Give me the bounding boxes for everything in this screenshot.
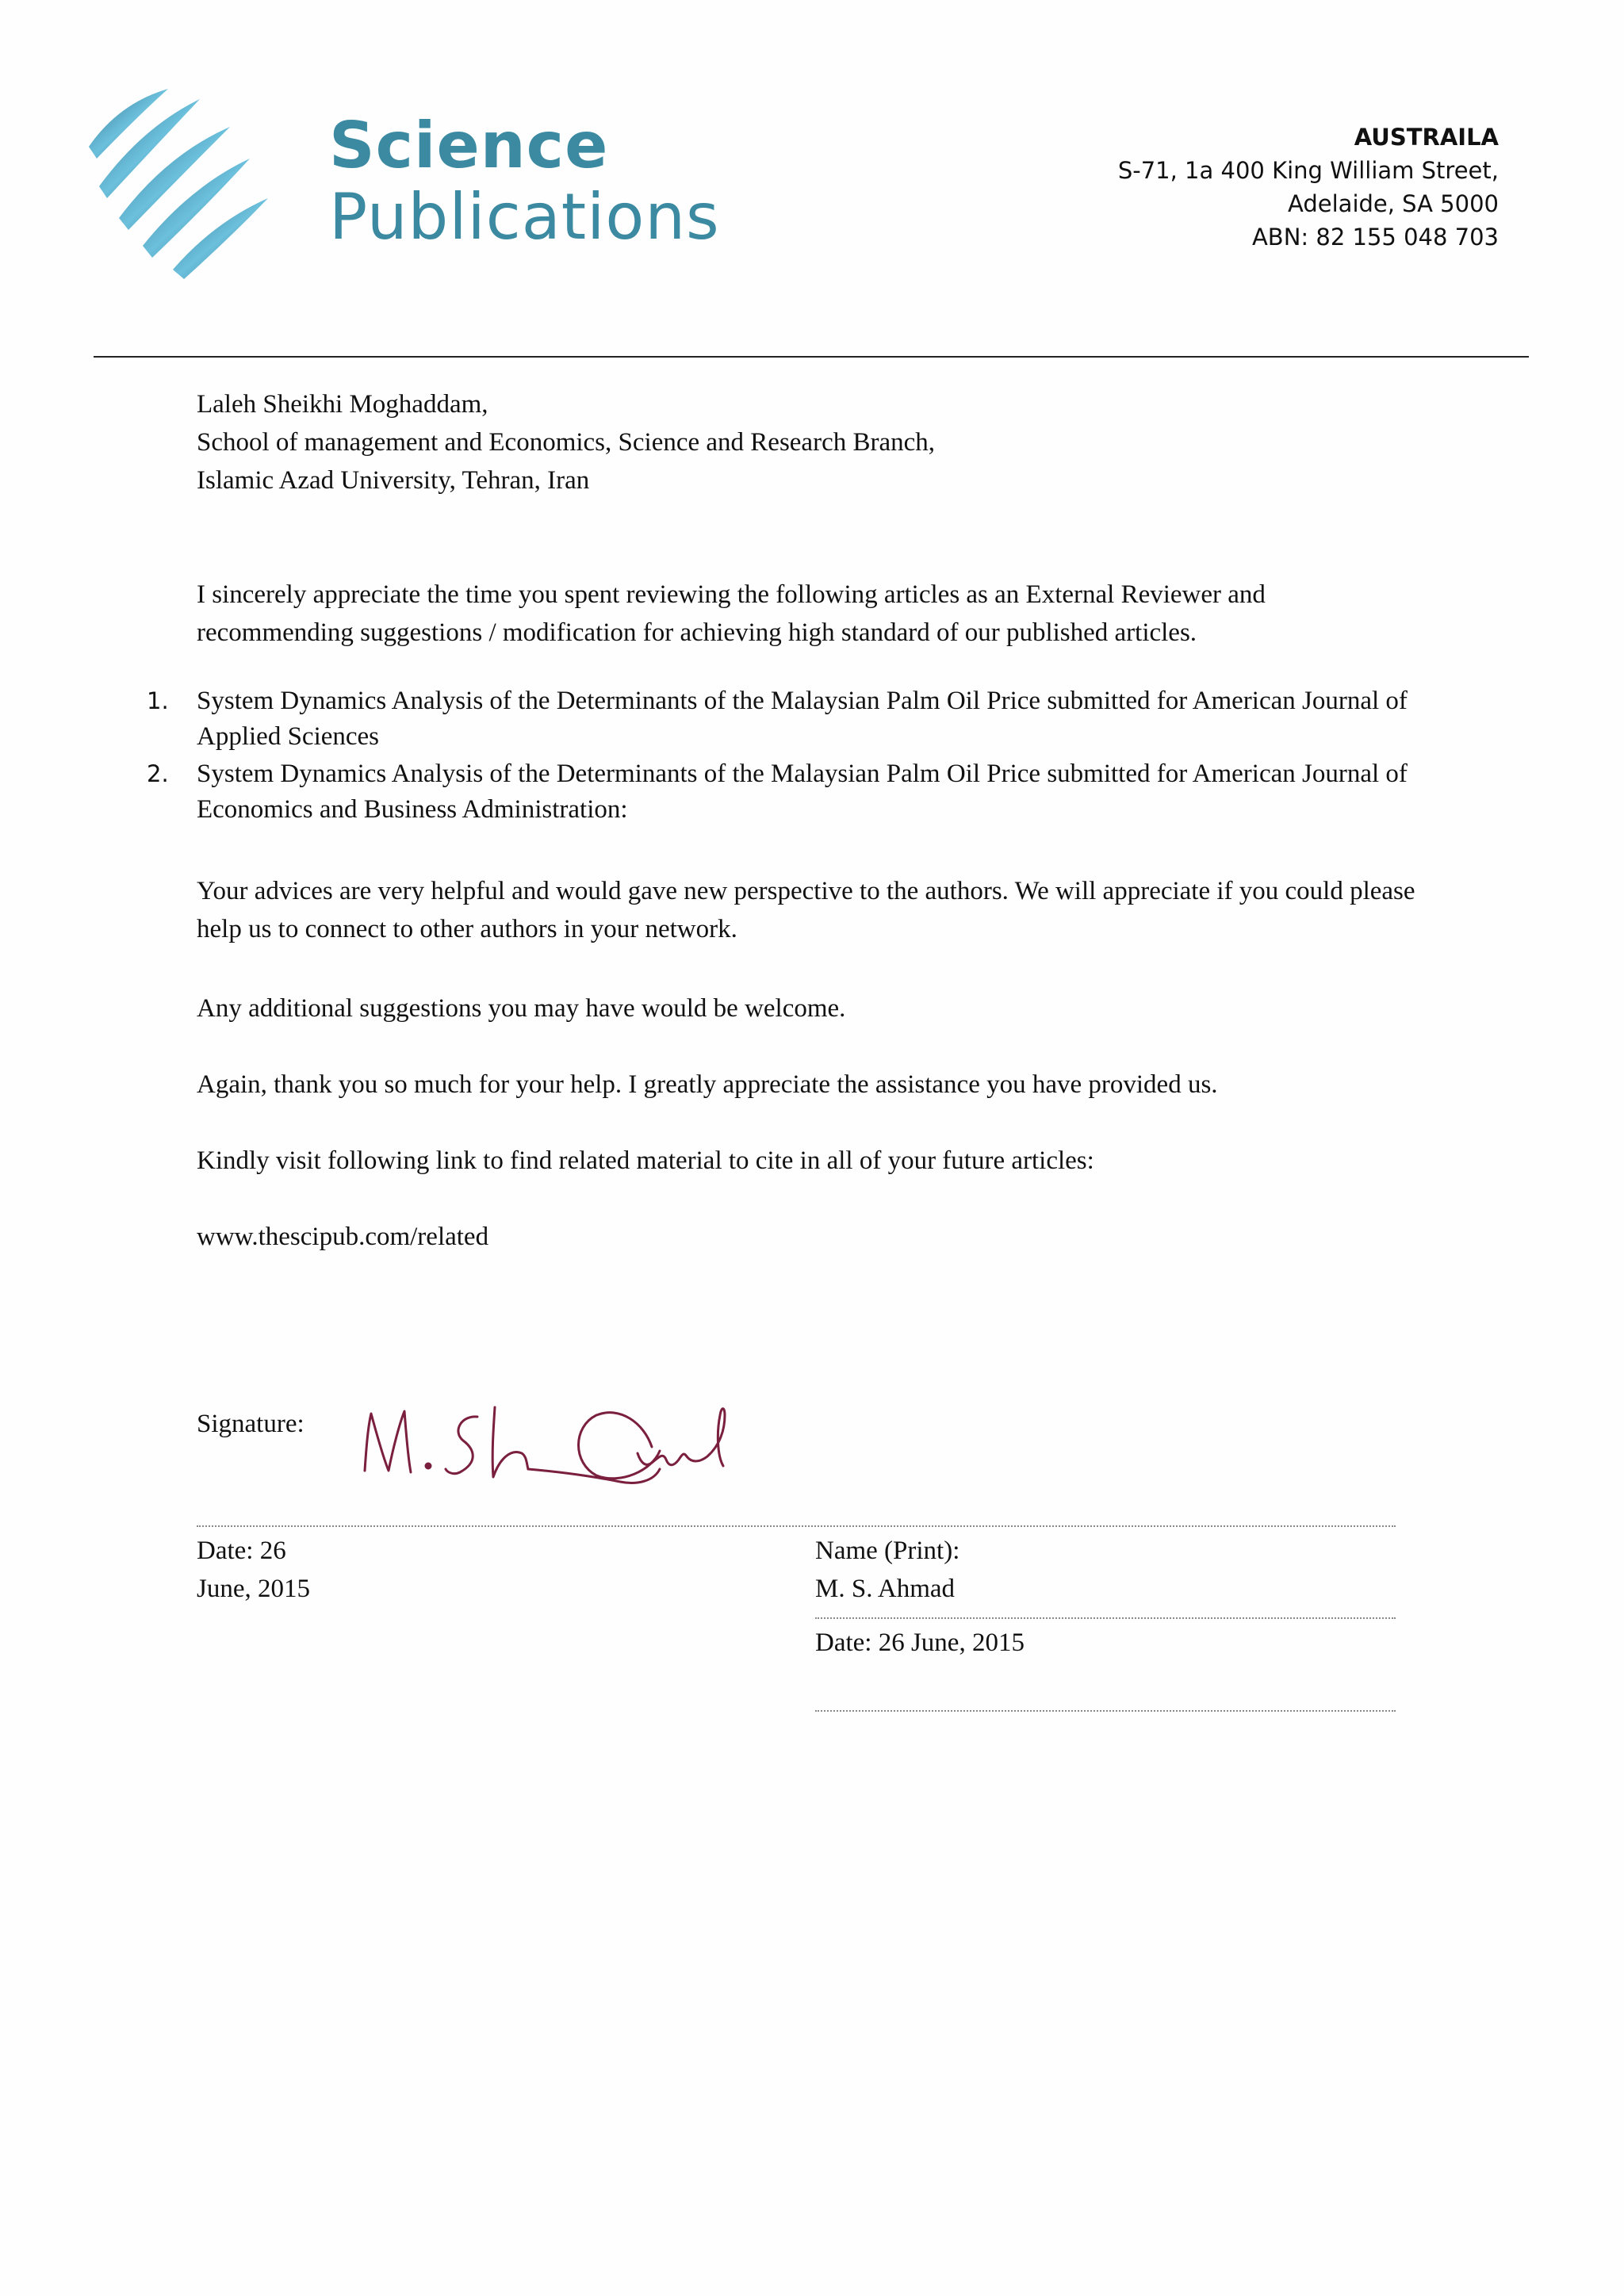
date-left-line1: Date: 26 bbox=[197, 1536, 286, 1565]
name-divider bbox=[815, 1617, 1396, 1619]
logo-text-science: Science bbox=[329, 109, 609, 182]
address-city: Adelaide, SA 5000 bbox=[1288, 190, 1499, 217]
intro-paragraph: I sincerely appreciate the time you spent reviewing the following articles as an External Reviewer and recommending suggestions / modification for achieving high standard of our published articles. bbox=[197, 580, 1266, 647]
science-publications-logo bbox=[87, 79, 720, 285]
print-name-value: M. S. Ahmad bbox=[815, 1575, 956, 1603]
list-item bbox=[147, 756, 1423, 828]
handwritten-signature bbox=[358, 1383, 834, 1502]
list-item-number: 1. bbox=[147, 687, 169, 714]
sender-address bbox=[1118, 121, 1499, 254]
list-item-text: System Dynamics Analysis of the Determinants of the Malaysian Palm Oil Price submitted for American Journal of Applied Sciences bbox=[197, 687, 1408, 751]
print-name-label: Name (Print): bbox=[815, 1536, 960, 1565]
address-street: S-71, 1a 400 King William Street, bbox=[1117, 157, 1499, 184]
date-right: Date: 26 June, 2015 bbox=[815, 1628, 1025, 1657]
link-intro-paragraph: Kindly visit following link to find related material to cite in all of your future articles: bbox=[197, 1146, 1094, 1175]
date-divider bbox=[815, 1710, 1396, 1712]
address-country: AUSTRAILA bbox=[1354, 124, 1499, 151]
print-name-block bbox=[815, 1532, 959, 1608]
list-item-text: System Dynamics Analysis of the Determinants of the Malaysian Palm Oil Price submitted for American Journal of Economics and Business Administration: bbox=[197, 760, 1408, 824]
list-item bbox=[147, 683, 1423, 755]
thanks-paragraph: Again, thank you so much for your help. I greatly appreciate the assistance you have provided us. bbox=[197, 1070, 1218, 1099]
advice-paragraph: Your advices are very helpful and would gave new perspective to the authors. We will appreciate if you could please help us to connect to other authors in your network. bbox=[197, 877, 1415, 943]
recipient-department: School of management and Economics, Science and Research Branch, bbox=[197, 428, 936, 457]
article-list bbox=[147, 683, 1423, 829]
header-divider bbox=[94, 356, 1529, 358]
signature-divider bbox=[197, 1525, 1396, 1527]
address-abn: ABN: 82 155 048 703 bbox=[1251, 224, 1499, 251]
stripes-logo-icon bbox=[87, 79, 293, 285]
signature-label: Signature: bbox=[197, 1410, 304, 1438]
suggestions-paragraph: Any additional suggestions you may have would be welcome. bbox=[197, 994, 846, 1023]
recipient-name: Laleh Sheikhi Moghaddam, bbox=[197, 390, 488, 419]
recipient-university: Islamic Azad University, Tehran, Iran bbox=[197, 466, 590, 495]
date-left-line2: June, 2015 bbox=[197, 1575, 310, 1603]
list-item-number: 2. bbox=[147, 760, 169, 787]
related-link[interactable]: www.thescipub.com/related bbox=[197, 1223, 489, 1251]
date-left-block bbox=[197, 1532, 310, 1608]
recipient-block bbox=[197, 385, 935, 499]
logo-text-publications: Publications bbox=[329, 180, 720, 254]
